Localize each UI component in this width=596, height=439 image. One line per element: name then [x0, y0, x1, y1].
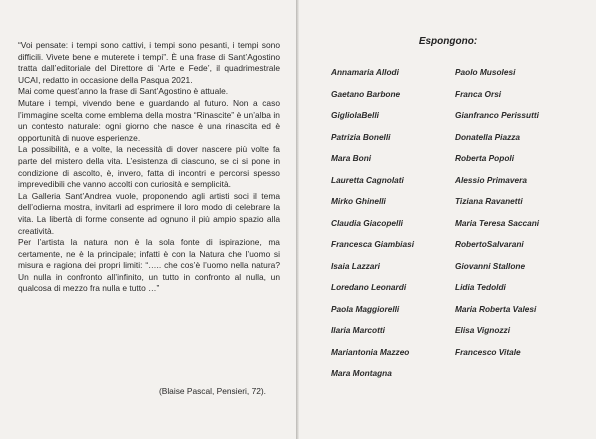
artist-name: GigliolaBelli	[331, 110, 379, 120]
artists-column-1	[331, 66, 414, 389]
artist-name: Donatella Piazza	[455, 131, 521, 142]
exhibitors-heading: Espongono:	[418, 36, 478, 47]
artist-name: Roberta Popoli	[455, 153, 515, 163]
artists-column-2	[455, 66, 539, 367]
artist-name: Lidia Tedoldi	[455, 282, 506, 292]
artist-name: Isaia Lazzari	[331, 260, 380, 271]
artist-name: Annamaria Allodi	[331, 67, 399, 77]
intro-text	[18, 40, 280, 295]
artist-name: Loredano Leonardi	[331, 282, 407, 292]
paragraph: Mutare i tempi, vivendo bene e guardando al futuro. Non a caso l’immagine scelta come emblema della mostra “Rinascite” è un’alba in un contesto naturale: ogni giorno che nasce è una rinascita ed è opportunità di nuove esperienze.	[18, 97, 280, 143]
paragraph: La Galleria Sant’Andrea vuole, proponendo agli artisti soci il tema dell’odierna mostra, invitarli ad esprimere il loro modo di celebrare la vita. La libertà di forme consente ad ognuno il più ampio spazio alla creatività.	[18, 190, 280, 236]
paragraph: “Voi pensate: i tempi sono cattivi, i tempi sono pesanti, i tempi sono difficili. Vivete bene e muterete i tempi”. È una frase di Sant’Agostino tratta dall’editoriale del Direttore di ‘Arte e Fede’, il quadrimestrale UCAI, redatto in occasione della Pasqua 2021.	[18, 40, 280, 85]
pascal-citation: (Blaise Pascal, Pensieri, 72).	[158, 386, 266, 396]
artist-name: Mara Montagna	[331, 368, 392, 378]
artist-name: Lauretta Cagnolati	[331, 174, 404, 185]
artist-name: Francesco Vitale	[455, 346, 521, 357]
artist-name: Tiziana Ravanetti	[455, 196, 523, 206]
artist-name: Paolo Musolesi	[455, 67, 516, 77]
artist-name: Giovanni Stallone	[455, 260, 526, 271]
artist-name: Patrizia Bonelli	[331, 131, 391, 142]
artist-name: Gaetano Barbone	[331, 88, 401, 99]
artist-name: Franca Orsi	[455, 88, 502, 99]
artist-name: Mirko Ghinelli	[331, 196, 386, 206]
left-page	[0, 0, 297, 439]
artist-name: Francesca Giambiasi	[331, 239, 415, 249]
artist-name: Maria Teresa Saccani	[455, 217, 540, 228]
artist-name: RobertoSalvarani	[455, 239, 524, 249]
artist-name: Elisa Vignozzi	[455, 325, 511, 335]
artist-name: Mariantonia Mazzeo	[331, 346, 410, 357]
paragraph: Mai come quest’anno la frase di Sant’Agostino è attuale.	[18, 86, 229, 97]
artist-name: Ilaria Marcotti	[331, 325, 385, 335]
artist-name: Alessio Primavera	[455, 174, 527, 185]
right-page	[298, 0, 596, 439]
artist-name: Mara Boni	[331, 153, 372, 163]
artist-name: Maria Roberta Valesi	[455, 303, 537, 314]
paragraph: La possibilità, e a volte, la necessità di dover nascere più volte fa parte del mistero della vita. L’esistenza di ciascuno, se ci si pone in condizione di ascolto, è, invero, fatta di incontri e percorsi spesso imprevedibili che vanno accolti con curiosità e semplicità.	[18, 144, 280, 190]
artist-name: Gianfranco Perissutti	[455, 110, 539, 120]
artist-name: Claudia Giacopelli	[331, 217, 403, 228]
paragraph: Per l’artista la natura non è la sola fonte di ispirazione, ma certamente, ne è la principale; infatti è con la Natura che l’uomo si misura e ragiona dei propri limiti: “….. che cos’è l’uomo nella natura? Un nulla in confronto all’infinito, un tutto in confronto al nulla, un qualcosa di mezzo fra nulla e tutto …”	[18, 237, 280, 294]
artist-name: Paola Maggiorelli	[331, 303, 400, 314]
